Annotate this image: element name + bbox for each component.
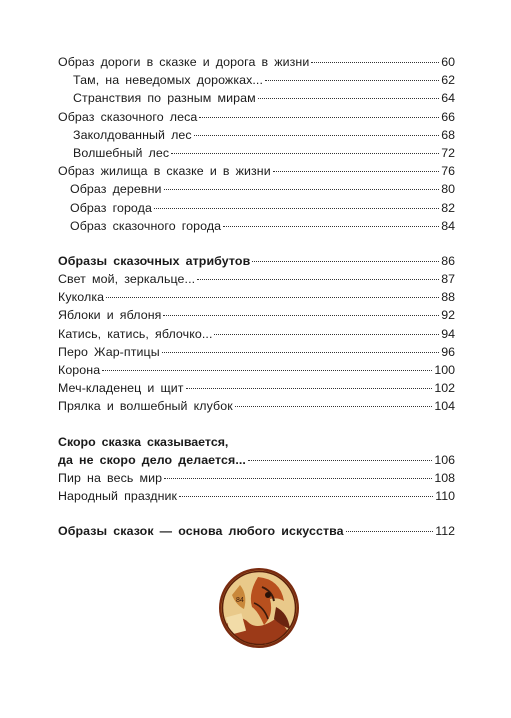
toc-entry-page: 110	[435, 489, 455, 504]
folk-art-medallion-icon	[218, 567, 300, 649]
toc-entry[interactable]	[58, 397, 455, 415]
toc-heading-line-2	[58, 451, 455, 469]
toc-entry-title: Образ дороги в сказке и дорога в жизни	[58, 55, 310, 69]
toc-entry-title: Заколдованный лес	[73, 127, 192, 142]
toc-entry[interactable]	[58, 306, 455, 324]
dot-leader	[194, 134, 439, 136]
toc-entry[interactable]	[58, 89, 455, 107]
toc-entry-title: Пир на весь мир	[58, 470, 163, 485]
toc-entry[interactable]	[58, 343, 455, 361]
toc-entry-title: Образ жилища в сказке и в жизни	[58, 164, 271, 179]
toc-entry[interactable]	[58, 126, 455, 144]
toc-entry[interactable]	[58, 325, 455, 343]
toc-entry-page: 100	[434, 363, 455, 377]
dot-leader	[199, 116, 439, 118]
toc-entry[interactable]	[58, 108, 455, 126]
toc-entry-page: 60	[441, 55, 455, 69]
toc-entry-page: 96	[441, 344, 455, 359]
dot-leader	[154, 207, 439, 209]
toc-entry-page: 102	[434, 381, 455, 396]
toc-entry-title: Перо Жар-птицы	[58, 344, 160, 359]
toc-entry-page: 72	[441, 145, 455, 160]
toc-entry-title: Прялка и волшебный клубок	[58, 399, 233, 414]
toc-entry-title: Меч-кладенец и щит	[58, 381, 184, 396]
toc-entry-page: 64	[441, 91, 455, 106]
dot-leader	[346, 530, 434, 532]
toc-entry-page: 76	[441, 164, 455, 179]
toc-entry-page: 86	[441, 253, 455, 268]
dot-leader	[162, 351, 439, 353]
toc-entry-page: 68	[441, 127, 455, 142]
dot-leader	[179, 495, 433, 497]
toc-entry-title: Свет мой, зеркальце...	[58, 272, 196, 287]
toc-entry-title: Там, на неведомых дорожках...	[73, 73, 264, 88]
toc-entry[interactable]	[58, 53, 455, 71]
dot-leader	[102, 369, 432, 371]
toc-entry[interactable]	[58, 469, 455, 487]
toc-entry-page: 80	[441, 182, 455, 197]
toc-entry-page: 82	[441, 200, 455, 215]
toc-entry-page: 108	[434, 470, 455, 485]
toc-section-heading[interactable]	[58, 252, 455, 270]
dot-leader	[164, 188, 440, 190]
dot-leader	[258, 97, 440, 99]
toc-entry-title: Странствия по разным мирам	[73, 91, 256, 106]
toc-entry[interactable]	[58, 71, 455, 89]
dot-leader	[265, 79, 439, 81]
toc-entry-page: 84	[441, 218, 455, 233]
toc-entry-title: Образы сказочных атрибутов	[58, 253, 251, 268]
toc-entry-page: 87	[441, 272, 455, 287]
toc-entry-title: Образ сказочного города	[70, 218, 222, 233]
toc-entry-page: 104	[434, 399, 455, 414]
dot-leader	[197, 278, 439, 280]
toc-entry[interactable]	[58, 162, 455, 180]
toc-entry-title: Народный праздник	[58, 489, 178, 504]
dot-leader	[163, 314, 439, 316]
toc-entry-page: 106	[434, 452, 455, 467]
toc-entry-page: 66	[441, 109, 455, 124]
toc-entry[interactable]	[58, 361, 455, 379]
dot-leader	[252, 260, 439, 262]
toc-entry-page: 62	[441, 73, 455, 88]
toc-entry-title: Образ деревни	[70, 182, 162, 197]
toc-entry-page: 112	[435, 524, 455, 539]
toc-entry-title: да не скоро дело делается...	[58, 452, 246, 467]
toc-entry-title: Куколка	[58, 290, 105, 305]
dot-leader	[248, 459, 432, 461]
medallion-number: 84	[236, 597, 244, 604]
toc-entry[interactable]	[58, 144, 455, 162]
toc-entry-page: 88	[441, 290, 455, 305]
toc-entry[interactable]	[58, 288, 455, 306]
dot-leader	[164, 477, 432, 479]
section-gap	[58, 505, 455, 522]
toc-entry[interactable]	[58, 270, 455, 288]
dot-leader	[273, 170, 439, 172]
toc-entry[interactable]	[58, 487, 455, 505]
section-gap	[58, 416, 455, 433]
toc-entry-title: Волшебный лес	[73, 145, 170, 160]
toc-entry-page: 94	[441, 326, 455, 341]
toc-entry[interactable]	[58, 379, 455, 397]
toc-entry-title: Образ города	[70, 200, 152, 215]
dot-leader	[186, 387, 433, 389]
dot-leader	[223, 225, 439, 227]
toc-entry-title: Образы сказок — основа любого искусства	[58, 524, 344, 539]
toc-entry[interactable]	[58, 217, 455, 235]
toc-entry-title: Катись, катись, яблочко...	[58, 326, 213, 341]
dot-leader	[106, 296, 439, 298]
toc-entry-title: Яблоки и яблоня	[58, 308, 162, 323]
dot-leader	[214, 333, 439, 335]
table-of-contents	[58, 53, 455, 541]
dot-leader	[235, 405, 433, 407]
toc-entry-title: Образ сказочного леса	[58, 109, 198, 124]
toc-entry[interactable]	[58, 180, 455, 198]
dot-leader	[311, 61, 439, 63]
toc-section-heading[interactable]	[58, 522, 455, 540]
toc-entry[interactable]	[58, 199, 455, 217]
toc-heading-line-1: Скоро сказка сказывается,	[58, 434, 229, 449]
toc-entry-page: 92	[441, 308, 455, 323]
toc-entry-title: Корона	[58, 363, 101, 377]
section-gap	[58, 235, 455, 252]
toc-section-heading[interactable]	[58, 433, 455, 469]
dot-leader	[171, 152, 439, 154]
